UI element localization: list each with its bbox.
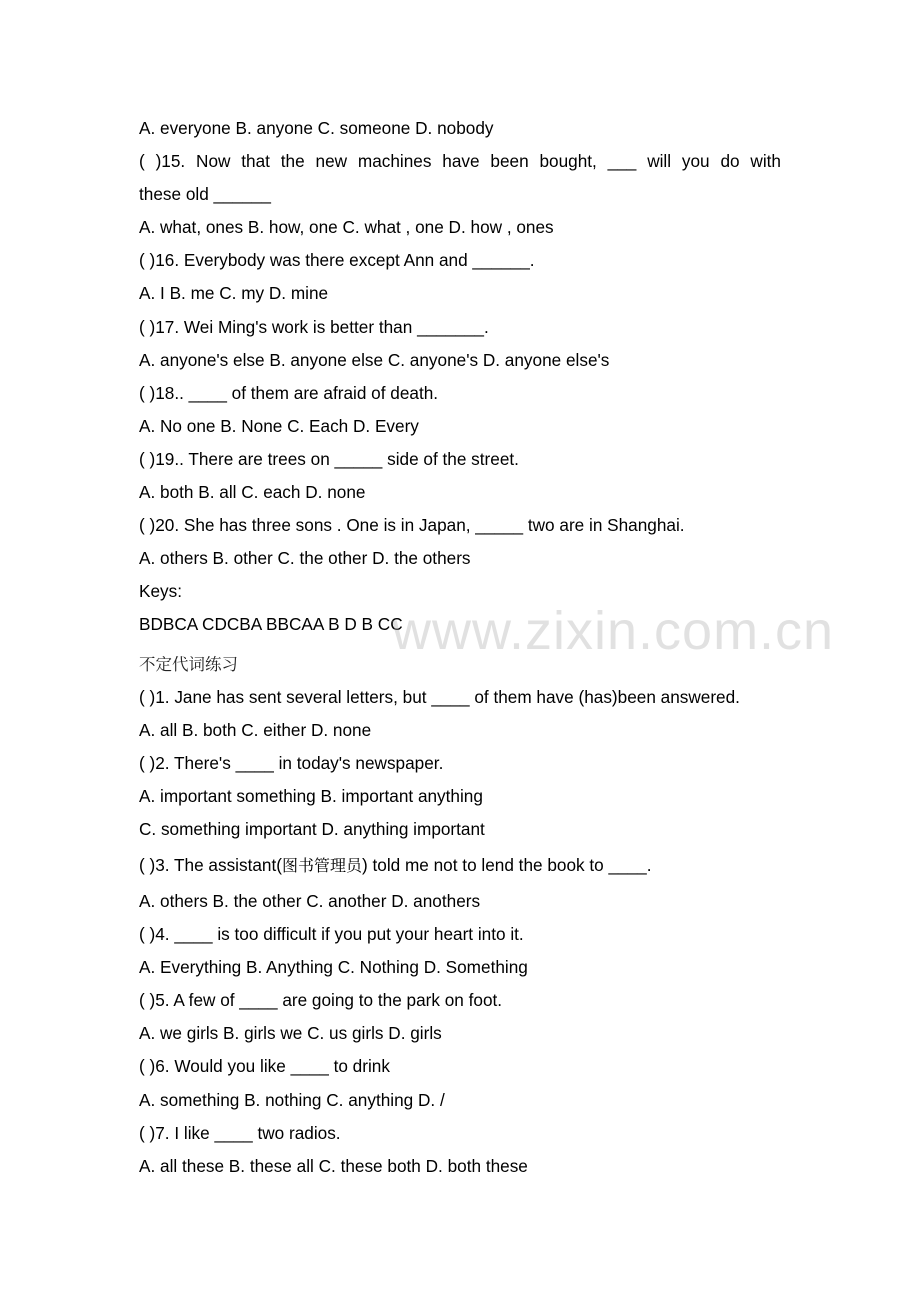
question-7-options: A. all these B. these all C. these both D. both these (139, 1155, 528, 1176)
question-6: ( )6. Would you like ____ to drink (139, 1056, 390, 1077)
question-4: ( )4. ____ is too difficult if you put your heart into it. (139, 924, 524, 945)
question-3-chinese-note: 图书管理员 (281, 855, 362, 875)
question-15-line-1: ( )15. Now that the new machines have been bought, ___ will you do with (139, 151, 781, 172)
question-17-options: A. anyone's else B. anyone else C. anyone's D. anyone else's (139, 349, 610, 370)
question-3-text-after: ) told me not to lend the book to ____. (361, 854, 652, 875)
question-18-options: A. No one B. None C. Each D. Every (139, 415, 419, 436)
keys-label: Keys: (139, 581, 182, 602)
question-20-options: A. others B. other C. the other D. the others (139, 548, 471, 569)
question-2: ( )2. There's ____ in today's newspaper. (139, 752, 444, 773)
question-15-options: A. what, ones B. how, one C. what , one D. how , ones (139, 217, 554, 238)
question-3-text-before: ( )3. The assistant( (139, 854, 282, 875)
question-20: ( )20. She has three sons . One is in Japan, _____ two are in Shanghai. (139, 515, 685, 536)
question-16-options: A. I B. me C. my D. mine (139, 283, 329, 304)
question-16: ( )16. Everybody was there except Ann and ______. (139, 250, 535, 271)
text-line: A. everyone B. anyone C. someone D. nobody (139, 118, 494, 138)
question-19-options: A. both B. all C. each D. none (139, 482, 366, 503)
question-2-options-1: A. important something B. important anything (139, 785, 483, 806)
watermark-text: www.zixin.com.cn (392, 601, 835, 661)
question-1-options: A. all B. both C. either D. none (139, 719, 372, 740)
question-15-line-2: these old ______ (139, 184, 271, 205)
question-6-options: A. something B. nothing C. anything D. / (139, 1089, 445, 1110)
question-5-options: A. we girls B. girls we C. us girls D. girls (139, 1023, 442, 1044)
question-5: ( )5. A few of ____ are going to the park on foot. (139, 990, 503, 1011)
question-7: ( )7. I like ____ two radios. (139, 1122, 341, 1143)
keys-answers: BDBCA CDCBA BBCAA B D B CC (139, 614, 403, 635)
question-2-options-2: C. something important D. anything important (139, 818, 485, 839)
question-3 (139, 846, 781, 885)
question-18: ( )18.. ____ of them are afraid of death. (139, 382, 439, 403)
question-17: ( )17. Wei Ming's work is better than _______. (139, 316, 489, 337)
question-4-options: A. Everything B. Anything C. Nothing D. Something (139, 957, 528, 978)
document-body (139, 112, 781, 1183)
question-1: ( )1. Jane has sent several letters, but ____ of them have (has)been answered. (139, 686, 740, 707)
question-19: ( )19.. There are trees on _____ side of the street. (139, 448, 519, 469)
question-3-options: A. others B. the other C. another D. anothers (139, 890, 481, 911)
section-title: 不定代词练习 (139, 654, 238, 674)
